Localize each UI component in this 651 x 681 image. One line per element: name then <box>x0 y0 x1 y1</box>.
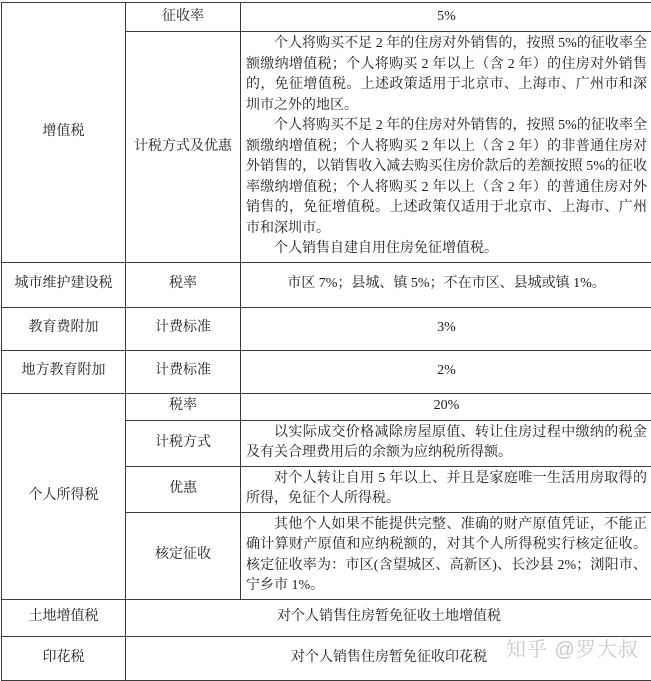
row-vat-rate <box>2 3 651 32</box>
vat-rate-value-cell: 5% <box>241 3 651 32</box>
local-education-surcharge-label-cell: 计费标准 <box>126 350 241 393</box>
income-tax-method-label-cell: 计税方式 <box>126 420 241 466</box>
row-land-appreciation-tax <box>2 599 651 636</box>
vat-method-paragraph-1: 个人将购买不足 2 年的住房对外销售的，按照 5%的征收率全额缴纳增值税；个人将购买 2 年以上（含 2 年）的住房对外销售的，免征增值税。上述政策适用于北京市、上海市、广州市和深圳市之外的地区。 <box>246 34 647 116</box>
row-urban-construction-tax <box>2 262 651 307</box>
income-tax-rate-value-cell: 20% <box>241 393 651 420</box>
row-income-tax-rate <box>2 393 651 420</box>
income-tax-method-paragraph: 以实际成交价格减除房屋原值、转让住房过程中缴纳的税金及有关合理费用后的余额为应纳税所得额。 <box>246 423 647 464</box>
education-surcharge-value-cell: 3% <box>241 307 651 350</box>
land-appreciation-tax-value-cell: 对个人销售住房暂免征收土地增值税 <box>126 599 651 636</box>
zhihu-watermark: 知乎 @罗大叔 <box>506 633 639 662</box>
income-tax-name-cell: 个人所得税 <box>2 393 126 599</box>
tax-summary-table <box>1 2 651 681</box>
urban-construction-tax-label-cell: 税率 <box>126 262 241 307</box>
vat-rate-label-cell: 征收率 <box>126 3 241 32</box>
row-education-surcharge <box>2 307 651 350</box>
education-surcharge-name-cell: 教育费附加 <box>2 307 126 350</box>
vat-method-paragraph-2: 个人将购买不足 2 年的住房对外销售的，按照 5%的征收率全额缴纳增值税；个人将购买 2 年以上（含 2 年）的非普通住房对外销售的，以销售收入减去购买住房价款后的差额按照 5%的征收率缴纳增值税；个人将购买 2 年以上（含 2 年）的普通住房对外销售的，免征增值税。上述政策仅适用于北京市、上海市、广州市和深圳市。 <box>246 116 647 239</box>
row-local-education-surcharge <box>2 350 651 393</box>
stamp-tax-name-cell: 印花税 <box>2 636 126 680</box>
income-tax-assessed-label-cell: 核定征收 <box>126 512 241 599</box>
income-tax-preference-label-cell: 优惠 <box>126 466 241 512</box>
vat-method-label-cell: 计税方式及优惠 <box>126 32 241 263</box>
urban-construction-tax-value-cell: 市区 7%；县城、镇 5%；不在市区、县城或镇 1%。 <box>241 262 651 307</box>
vat-name-cell: 增值税 <box>2 3 126 263</box>
income-tax-preference-paragraph: 对个人转让自用 5 年以上、并且是家庭唯一生活用房取得的所得，免征个人所得税。 <box>246 469 647 510</box>
local-education-surcharge-value-cell: 2% <box>241 350 651 393</box>
vat-method-paragraph-3: 个人销售自建自用住房免征增值税。 <box>246 239 647 260</box>
income-tax-assessed-paragraph: 其他个人如果不能提供完整、准确的财产原值凭证，不能正确计算财产原值和应纳税额的，对其个人所得税实行核定征收。核定征收率为：市区(含望城区、高新区)、长沙县 2%；浏阳市、宁乡市 1%。 <box>246 515 647 597</box>
education-surcharge-label-cell: 计费标准 <box>126 307 241 350</box>
urban-construction-tax-name-cell: 城市维护建设税 <box>2 262 126 307</box>
income-tax-rate-label-cell: 税率 <box>126 393 241 420</box>
vat-method-value-cell <box>241 32 651 263</box>
stamp-tax-value-cell: 对个人销售住房暂免征收印花税 <box>126 636 651 680</box>
local-education-surcharge-name-cell: 地方教育附加 <box>2 350 126 393</box>
income-tax-assessed-value-cell <box>241 512 651 599</box>
land-appreciation-tax-name-cell: 土地增值税 <box>2 599 126 636</box>
income-tax-method-value-cell <box>241 420 651 466</box>
income-tax-preference-value-cell <box>241 466 651 512</box>
